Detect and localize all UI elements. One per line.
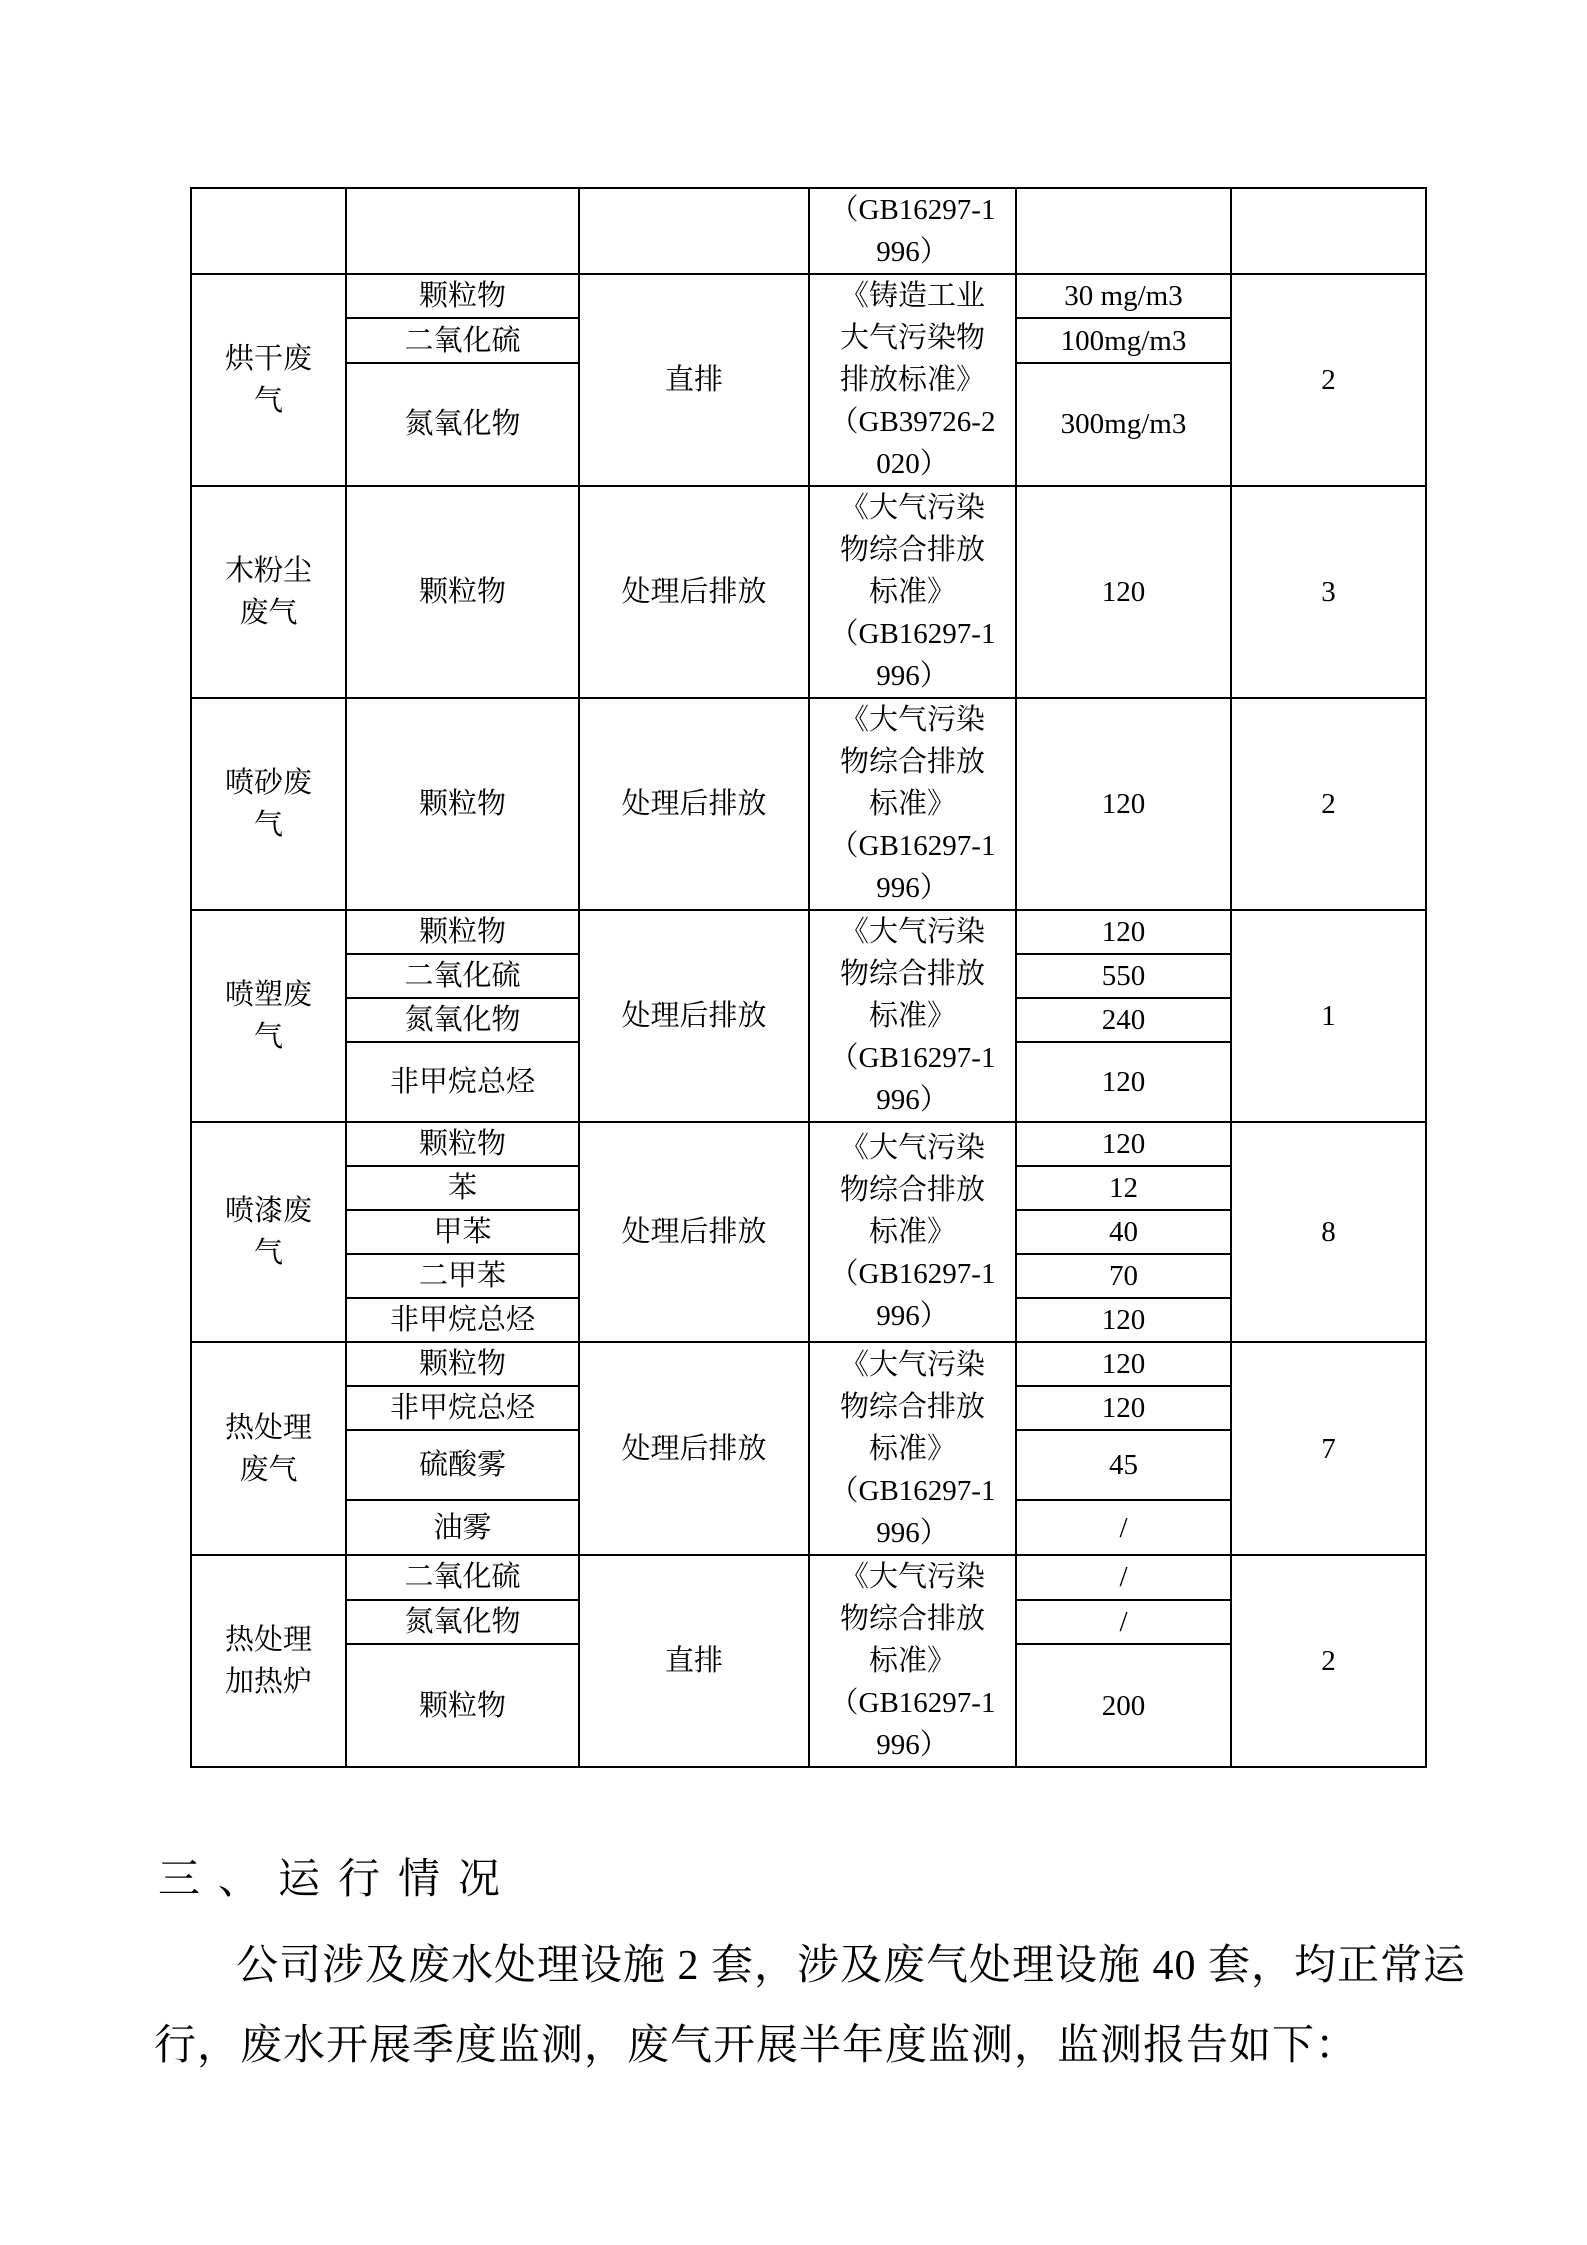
table-row <box>191 910 1426 954</box>
pollutant-cell: 颗粒物 <box>346 698 579 910</box>
pollutant-cell: 二氧化硫 <box>346 318 579 362</box>
limit-cell: 120 <box>1016 1342 1231 1386</box>
empty-cell <box>1231 188 1426 274</box>
standard-name: 《大气污染物综合排放标准》 <box>839 1561 985 1677</box>
limit-cell: 30 mg/m3 <box>1016 274 1231 318</box>
limit-cell: 200 <box>1016 1644 1231 1767</box>
pollutant-cell: 非甲烷总烃 <box>346 1386 579 1430</box>
pollutant-cell: 非甲烷总烃 <box>346 1042 579 1122</box>
empty-cell <box>346 188 579 274</box>
standard-code: （GB39726-2020） <box>829 406 996 480</box>
standard-code: （GB16297-1996） <box>829 1042 996 1116</box>
discharge-cell: 处理后排放 <box>579 1122 809 1342</box>
discharge-cell: 处理后排放 <box>579 698 809 910</box>
limit-cell: 300mg/m3 <box>1016 363 1231 486</box>
standard-name: 《大气污染物综合排放标准》 <box>839 704 985 820</box>
limit-cell: 550 <box>1016 954 1231 998</box>
standard-name: 《铸造工业大气污染物排放标准》 <box>839 280 985 396</box>
pollutant-cell: 颗粒物 <box>346 1342 579 1386</box>
outlet-count-cell: 3 <box>1231 486 1426 698</box>
limit-cell: 120 <box>1016 1122 1231 1166</box>
outlet-count-cell: 2 <box>1231 274 1426 486</box>
standard-cell <box>809 910 1016 1122</box>
discharge-cell: 处理后排放 <box>579 486 809 698</box>
limit-cell: / <box>1016 1555 1231 1600</box>
limit-cell: 40 <box>1016 1210 1231 1254</box>
pollutant-cell: 颗粒物 <box>346 1644 579 1767</box>
pollutant-cell: 二甲苯 <box>346 1254 579 1298</box>
pollutant-cell: 颗粒物 <box>346 274 579 318</box>
pollutant-cell: 氮氧化物 <box>346 998 579 1042</box>
table-row <box>191 188 1426 274</box>
limit-cell: / <box>1016 1600 1231 1645</box>
standard-name: 《大气污染物综合排放标准》 <box>839 1348 985 1465</box>
discharge-cell: 直排 <box>579 274 809 486</box>
limit-cell: 120 <box>1016 1042 1231 1122</box>
standard-code: （GB16297-1996） <box>829 1687 996 1761</box>
limit-cell: 240 <box>1016 998 1231 1042</box>
standard-code: （GB16297-1996） <box>829 194 996 268</box>
limit-cell: 120 <box>1016 486 1231 698</box>
table-row <box>191 1342 1426 1386</box>
discharge-cell: 处理后排放 <box>579 1342 809 1555</box>
outlet-count-cell: 8 <box>1231 1122 1426 1342</box>
table-row <box>191 1555 1426 1600</box>
pollutant-cell: 颗粒物 <box>346 1122 579 1166</box>
waste-type-cell: 热处理废气 <box>191 1342 346 1555</box>
pollutant-cell: 硫酸雾 <box>346 1430 579 1500</box>
pollutant-cell: 二氧化硫 <box>346 1555 579 1600</box>
limit-cell: 70 <box>1016 1254 1231 1298</box>
discharge-cell: 直排 <box>579 1555 809 1767</box>
standard-cell <box>809 274 1016 486</box>
outlet-count-cell: 2 <box>1231 1555 1426 1767</box>
standard-cell <box>809 1342 1016 1555</box>
standard-cell <box>809 698 1016 910</box>
limit-cell: 120 <box>1016 1298 1231 1342</box>
outlet-count-cell: 2 <box>1231 698 1426 910</box>
section-heading: 三、运行情况 <box>158 1857 519 1903</box>
pollutant-cell: 苯 <box>346 1166 579 1210</box>
empty-cell <box>191 188 346 274</box>
standard-code: （GB16297-1996） <box>829 1474 996 1549</box>
limit-cell: 120 <box>1016 1386 1231 1430</box>
table-row <box>191 1122 1426 1166</box>
waste-type-cell: 木粉尘废气 <box>191 486 346 698</box>
limit-cell: / <box>1016 1500 1231 1555</box>
standard-code: （GB16297-1996） <box>829 830 996 904</box>
limit-cell: 45 <box>1016 1430 1231 1500</box>
standard-cell <box>809 1555 1016 1767</box>
pollutant-cell: 油雾 <box>346 1500 579 1555</box>
pollutant-cell: 甲苯 <box>346 1210 579 1254</box>
empty-cell <box>1016 188 1231 274</box>
pollutant-cell: 二氧化硫 <box>346 954 579 998</box>
limit-cell: 12 <box>1016 1166 1231 1210</box>
standard-cell <box>809 1122 1016 1342</box>
limit-cell: 120 <box>1016 698 1231 910</box>
table-row <box>191 274 1426 318</box>
waste-type-cell: 热处理加热炉 <box>191 1555 346 1767</box>
limit-cell: 100mg/m3 <box>1016 318 1231 362</box>
table-row <box>191 698 1426 910</box>
standard-name: 《大气污染物综合排放标准》 <box>839 1132 985 1248</box>
pollutant-cell: 颗粒物 <box>346 910 579 954</box>
waste-type-cell: 喷漆废气 <box>191 1122 346 1342</box>
waste-type-cell: 烘干废气 <box>191 274 346 486</box>
pollutant-cell: 氮氧化物 <box>346 1600 579 1645</box>
table-row <box>191 486 1426 698</box>
standard-name: 《大气污染物综合排放标准》 <box>839 492 985 608</box>
paragraph-line: 公司涉及废水处理设施 2 套，涉及废气处理设施 40 套，均正常运 <box>236 1943 1467 1989</box>
waste-type-cell: 喷塑废气 <box>191 910 346 1122</box>
pollutant-cell: 氮氧化物 <box>346 363 579 486</box>
standard-code: （GB16297-1996） <box>829 1258 996 1332</box>
outlet-count-cell: 1 <box>1231 910 1426 1122</box>
paragraph-line: 行，废水开展季度监测，废气开展半年度监测，监测报告如下： <box>154 2023 1359 2069</box>
empty-cell <box>579 188 809 274</box>
standard-code: （GB16297-1996） <box>829 618 996 692</box>
pollutant-cell: 颗粒物 <box>346 486 579 698</box>
limit-cell: 120 <box>1016 910 1231 954</box>
waste-type-cell: 喷砂废气 <box>191 698 346 910</box>
emission-standards-table <box>190 187 1427 1768</box>
outlet-count-cell: 7 <box>1231 1342 1426 1555</box>
pollutant-cell: 非甲烷总烃 <box>346 1298 579 1342</box>
discharge-cell: 处理后排放 <box>579 910 809 1122</box>
standard-cell <box>809 188 1016 274</box>
standard-cell <box>809 486 1016 698</box>
standard-name: 《大气污染物综合排放标准》 <box>839 916 985 1032</box>
